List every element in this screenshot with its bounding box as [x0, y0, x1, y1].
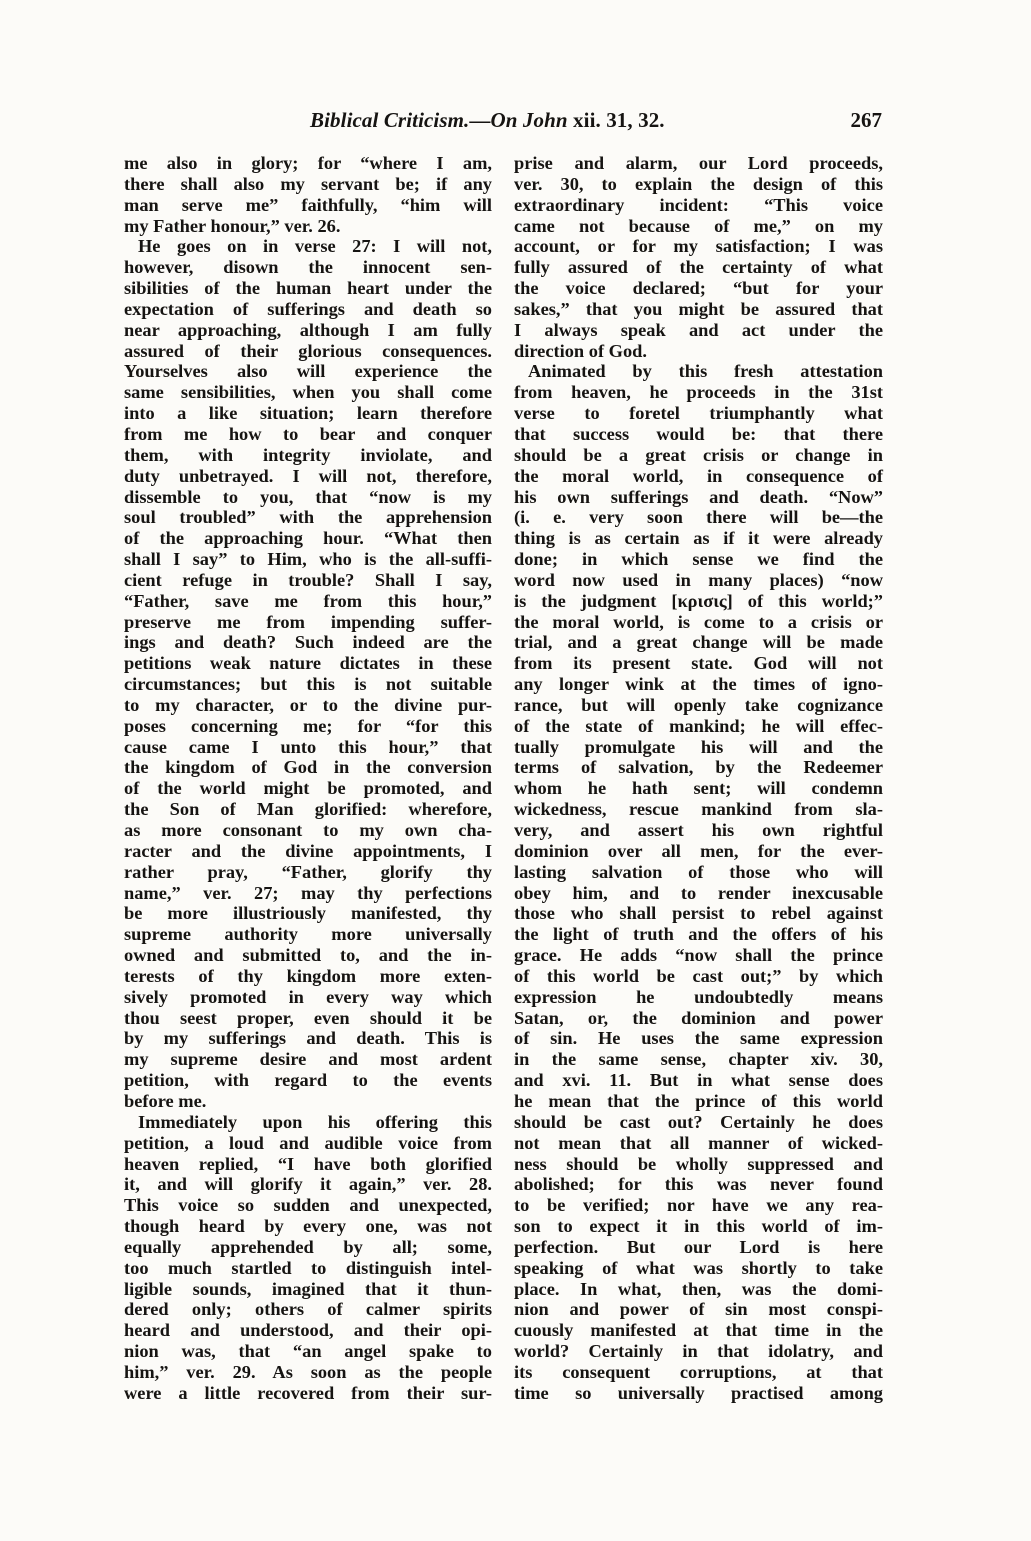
text-line: shall I say” to Him, who is the all-suffi-	[124, 549, 492, 570]
text-line: however, disown the innocent sen-	[124, 257, 492, 278]
text-line: dominion over all men, for the ever-	[514, 840, 883, 861]
text-line: sively promoted in every way which	[124, 986, 492, 1007]
text-line: its consequent corruptions, at that	[514, 1361, 883, 1382]
text-line: in the same sense, chapter xiv. 30,	[514, 1049, 883, 1070]
text-line: him,” ver. 29. As soon as the people	[124, 1361, 492, 1382]
text-line: sakes,” that you might be assured that	[514, 298, 883, 319]
text-line: of sin. He uses the same expression	[514, 1028, 883, 1049]
text-line: Yourselves also will experience the	[124, 361, 492, 382]
text-line: should be cast out? Certainly he does	[514, 1111, 883, 1132]
text-line: very, and assert his own rightful	[514, 820, 883, 840]
running-title	[310, 108, 665, 133]
text-line: into a like situation; learn therefore	[124, 403, 492, 424]
running-title-dash: —	[469, 108, 491, 132]
text-line: came not because of me,” on my	[514, 215, 883, 236]
text-line: I always speak and act under the	[514, 319, 883, 340]
text-line: not mean that all manner of wicked-	[514, 1132, 883, 1153]
text-line: from its present state. God will not	[514, 653, 883, 674]
text-line: expression he undoubtedly means	[514, 986, 883, 1007]
text-line: the moral world, in consequence of	[514, 465, 883, 486]
text-line: word now used in many places) “now	[514, 569, 883, 590]
text-line: ings and death? Such indeed are the	[124, 632, 492, 653]
text-line: grace. He adds “now shall the prince	[514, 945, 883, 966]
text-line: of this world be cast out;” by which	[514, 965, 883, 986]
text-line: done; in which sense we find the	[514, 549, 883, 570]
text-line: obey him, and to render inexcusable	[514, 882, 883, 903]
text-line: cause came I unto this hour,” that	[124, 736, 492, 757]
text-line: owned and submitted to, and the in-	[124, 945, 492, 966]
text-line: the light of truth and the offers of his	[514, 924, 883, 945]
text-line: from heaven, he proceeds in the 31st	[514, 382, 883, 403]
text-line: rance, but will openly take cognizance	[514, 694, 883, 715]
text-line: rather pray, “Father, glorify thy	[124, 861, 492, 882]
text-line: same sensibilities, when you shall come	[124, 382, 492, 403]
text-line: abolished; for this was never found	[514, 1174, 883, 1195]
text-line: near approaching, although I am fully	[124, 319, 492, 340]
text-line: as more consonant to my own cha-	[124, 820, 492, 840]
text-line: of the approaching hour. “What then	[124, 528, 492, 549]
text-line: petition, a loud and audible voice from	[124, 1132, 492, 1153]
text-line: whom he hath sent; will condemn	[514, 778, 883, 799]
text-line: from me how to bear and conquer	[124, 423, 492, 444]
text-line: wickedness, rescue mankind from sla-	[514, 799, 883, 820]
text-line: preserve me from impending suffer-	[124, 611, 492, 632]
text-line: circumstances; but this is not suitable	[124, 674, 492, 695]
text-line: terests of thy kingdom more exten-	[124, 965, 492, 986]
text-line: terms of salvation, by the Redeemer	[514, 757, 883, 778]
text-line: duty unbetrayed. I will not, therefore,	[124, 465, 492, 486]
text-line: before me.	[124, 1090, 207, 1111]
text-line: there shall also my servant be; if any	[124, 173, 492, 194]
text-line: of the world might be promoted, and	[124, 778, 492, 799]
right-column	[514, 153, 883, 1404]
text-line: (i. e. very soon there will be—the	[514, 507, 883, 528]
text-line: ness should be wholly suppressed and	[514, 1153, 883, 1174]
text-line: “Father, save me from this hour,”	[124, 590, 492, 611]
text-line: trial, and a great change will be made	[514, 632, 883, 653]
text-line: nion was, that “an angel spake to	[124, 1341, 492, 1362]
text-line: poses concerning me; for “for this	[124, 715, 492, 736]
text-line: cient refuge in trouble? Shall I say,	[124, 569, 492, 590]
text-line: petition, with regard to the events	[124, 1070, 492, 1091]
text-line: heard and understood, and their opi-	[124, 1320, 492, 1341]
text-line: be more illustriously manifested, thy	[124, 903, 492, 924]
text-line: Animated by this fresh attestation	[528, 361, 883, 382]
text-line: This voice so sudden and unexpected,	[124, 1195, 492, 1216]
text-line: my supreme desire and most ardent	[124, 1049, 492, 1070]
text-line: ligible sounds, imagined that it thun-	[124, 1278, 492, 1299]
text-line: place. In what, then, was the domi-	[514, 1278, 883, 1299]
text-line: time so universally practised among	[514, 1382, 883, 1403]
text-line: my Father honour,” ver. 26.	[124, 215, 341, 236]
running-title-part2: On John	[490, 108, 568, 132]
text-line: sibilities of the human heart under the	[124, 278, 492, 299]
text-line: thing is as certain as if it were already	[514, 528, 883, 549]
text-line: equally apprehended by all; some,	[124, 1236, 492, 1257]
text-line: he mean that the prince of this world	[514, 1090, 883, 1111]
text-line: extraordinary incident: “This voice	[514, 194, 883, 215]
text-line: the kingdom of God in the conversion	[124, 757, 492, 778]
running-head	[124, 108, 882, 138]
text-line: thou seest proper, even should it be	[124, 1007, 492, 1028]
running-title-ref: xii. 31, 32.	[567, 108, 665, 132]
text-line: the moral world, is come to a crisis or	[514, 611, 883, 632]
text-line: expectation of sufferings and death so	[124, 298, 492, 319]
text-line: Immediately upon his offering this	[138, 1111, 492, 1132]
text-line: by my sufferings and death. This is	[124, 1028, 492, 1049]
text-line: the voice declared; “but for your	[514, 278, 883, 299]
text-line: fully assured of the certainty of what	[514, 257, 883, 278]
text-line: me also in glory; for “where I am,	[124, 153, 492, 173]
text-line: were a little recovered from their sur-	[124, 1382, 492, 1403]
text-line: is the judgment [κρισις] of this world;”	[514, 590, 883, 611]
text-line: of the state of mankind; he will effec-	[514, 715, 883, 736]
text-line: too much startled to distinguish intel-	[124, 1257, 492, 1278]
text-line: He goes on in verse 27: I will not,	[138, 236, 492, 257]
text-line: tually promulgate his will and the	[514, 736, 883, 757]
text-line: dered only; others of calmer spirits	[124, 1299, 492, 1320]
text-line: should be a great crisis or change in	[514, 444, 883, 465]
text-line: racter and the divine appointments, I	[124, 840, 492, 861]
text-line: it, and will glorify it again,” ver. 28.	[124, 1174, 492, 1195]
running-title-part1: Biblical Criticism.	[310, 108, 470, 132]
text-line: soul troubled” with the apprehension	[124, 507, 492, 528]
text-line: account, or for my satisfaction; I was	[514, 236, 883, 257]
text-line: name,” ver. 27; may thy perfections	[124, 882, 492, 903]
text-line: that success would be: that there	[514, 423, 883, 444]
text-line: to be verified; nor have we any rea-	[514, 1195, 883, 1216]
text-line: ver. 30, to explain the design of this	[514, 173, 883, 194]
text-line: them, with integrity inviolate, and	[124, 444, 492, 465]
text-line: those who shall persist to rebel against	[514, 903, 883, 924]
text-line: man serve me” faithfully, “him will	[124, 194, 492, 215]
text-line: dissemble to you, that “now is my	[124, 486, 492, 507]
text-line: Satan, or, the dominion and power	[514, 1007, 883, 1028]
text-line: the Son of Man glorified: wherefore,	[124, 799, 492, 820]
text-line: supreme authority more universally	[124, 924, 492, 945]
left-column	[124, 153, 492, 1404]
text-line: assured of their glorious consequences.	[124, 340, 492, 361]
text-line: lasting salvation of those who will	[514, 861, 883, 882]
text-line: though heard by every one, was not	[124, 1216, 492, 1237]
page-number: 267	[850, 108, 882, 132]
text-line: perfection. But our Lord is here	[514, 1236, 883, 1257]
text-line: and xvi. 11. But in what sense does	[514, 1070, 883, 1091]
text-line: his own sufferings and death. “Now”	[514, 486, 883, 507]
text-line: world? Certainly in that idolatry, and	[514, 1341, 883, 1362]
text-line: prise and alarm, our Lord proceeds,	[514, 153, 883, 173]
text-line: direction of God.	[514, 340, 647, 361]
text-line: heaven replied, “I have both glorified	[124, 1153, 492, 1174]
text-line: any longer wink at the times of igno-	[514, 674, 883, 695]
text-line: cuously manifested at that time in the	[514, 1320, 883, 1341]
text-line: speaking of what was shortly to take	[514, 1257, 883, 1278]
text-line: son to expect it in this world of im-	[514, 1216, 883, 1237]
text-line: to my character, or to the divine pur-	[124, 694, 492, 715]
text-line: verse to foretel triumphantly what	[514, 403, 883, 424]
text-line: petitions weak nature dictates in these	[124, 653, 492, 674]
text-line: nion and power of sin most conspi-	[514, 1299, 883, 1320]
